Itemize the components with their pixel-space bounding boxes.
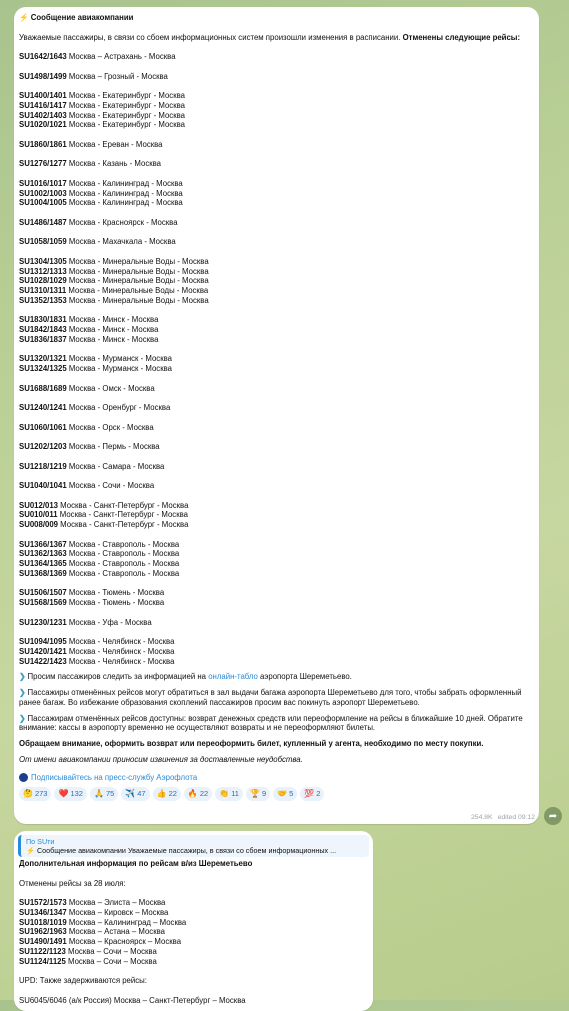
flight-route: Москва - Тюмень - Москва [66, 598, 165, 607]
flight-route: Москва – Калининград – Москва [66, 917, 187, 927]
flight-number: SU1498/1499 [19, 71, 67, 81]
flight-row [19, 559, 534, 569]
para2-text: Пассажиры отменённых рейсов могут обратиться в зал выдачи багажа аэропорта Шереметьево для того, чтобы забрать оформленный ранее багаж. Во избежание образования скоплений пассажиров просим вас покинуть аэропорт Шереметьево. [19, 688, 522, 707]
flight-number: SU1218/1219 [19, 461, 67, 471]
flight-route: Москва – Красноярск – Москва [66, 937, 182, 946]
flight-route: Москва - Ереван - Москва [66, 139, 163, 149]
upd-text: UPD: Также задерживаются рейсы: [19, 976, 147, 985]
flight-row [19, 257, 534, 267]
reaction-count: 11 [231, 789, 239, 798]
flight-route: Москва - Санкт-Петербург - Москва [58, 500, 189, 510]
flight-route: Москва - Екатеринбург - Москва [66, 91, 185, 100]
reaction-chip[interactable] [54, 787, 86, 801]
flight-row [19, 335, 534, 345]
flight-route: Москва – Сочи – Москва [65, 946, 157, 956]
flight-row [19, 364, 534, 374]
flight-route: Москва - Челябинск - Москва [66, 637, 175, 646]
cancelled-flights-list [19, 42, 534, 666]
flight-route: Москва – Грозный - Москва [66, 71, 168, 81]
flight-route: Москва - Калининград - Москва [66, 178, 183, 188]
flight-row [19, 569, 534, 579]
flight-row [19, 462, 534, 472]
flight-route: Москва - Челябинск - Москва [66, 646, 175, 656]
flight-route: Москва - Оренбург - Москва [66, 403, 171, 412]
flight-number: SU1310/1311 [19, 286, 67, 295]
reaction-emoji-icon: 💯 [304, 789, 315, 798]
reactions-bar [19, 787, 534, 801]
flight-number: SU1202/1203 [19, 442, 67, 451]
message-title [19, 13, 534, 23]
flight-number: SU1572/1573 [19, 898, 67, 907]
reaction-emoji-icon: 👍 [156, 789, 167, 798]
flight-row [19, 510, 534, 520]
reaction-chip[interactable] [19, 787, 51, 801]
flight-number: SU1320/1321 [19, 354, 67, 364]
flight-route: Москва – Кировск – Москва [66, 907, 169, 917]
flight-number: SU1028/1029 [19, 276, 67, 286]
reaction-chip[interactable] [215, 787, 243, 801]
flight-route: Москва - Ставрополь - Москва [66, 549, 180, 559]
flight-row [19, 189, 534, 199]
flight-row [19, 598, 534, 608]
flight-row [19, 957, 368, 967]
flight-route: Москва - Казань - Москва [66, 159, 162, 169]
flight-number: SU010/011 [19, 510, 58, 520]
flight-row [19, 637, 534, 647]
flight-route: Москва - Екатеринбург - Москва [66, 100, 185, 110]
flight-number: SU1304/1305 [19, 256, 67, 266]
flight-number: SU1018/1019 [19, 917, 67, 927]
flight-row [19, 947, 368, 957]
flight-route: Москва - Пермь - Москва [66, 442, 160, 451]
flight-row [19, 198, 534, 208]
flight-row [19, 481, 534, 491]
flight-number: SU1842/1843 [19, 325, 67, 334]
flight-route: Москва - Минеральные Воды - Москва [66, 276, 209, 286]
flight-number: SU008/009 [19, 520, 59, 529]
flight-route: Москва - Ставрополь - Москва [66, 559, 180, 568]
flight-route: Москва - Ставрополь - Москва [66, 539, 180, 549]
flight-route: Москва - Омск - Москва [66, 383, 155, 393]
message-meta [471, 814, 535, 821]
flight-route: Москва - Челябинск - Москва [66, 656, 175, 666]
para1-text-a: Просим пассажиров следить за информацией на [27, 672, 209, 682]
reaction-count: 132 [70, 789, 83, 798]
flight-route: Москва - Минеральные Воды - Москва [66, 286, 209, 295]
flight-route: Москва – Астрахань - Москва [66, 52, 176, 61]
flight-route: Москва - Сочи - Москва [66, 481, 155, 490]
aeroflot-logo-icon [19, 773, 28, 782]
reaction-chip[interactable] [121, 787, 149, 801]
paragraph-refunds [19, 714, 534, 734]
flight-row [19, 354, 534, 364]
flight-number: SU1060/1061 [19, 422, 67, 432]
flight-number: SU1422/1423 [19, 656, 67, 666]
flight-row [19, 179, 534, 189]
flight-route: Москва - Ставрополь - Москва [66, 568, 180, 578]
reaction-chip[interactable] [90, 787, 118, 801]
flight-row [19, 91, 534, 101]
reaction-chip[interactable] [246, 787, 270, 801]
flight-row [19, 501, 534, 511]
flight-row [19, 423, 534, 433]
message-title-text: Сообщение авиакомпании [30, 13, 134, 22]
flight-route: Москва – Элиста – Москва [66, 898, 166, 907]
flight-row [19, 384, 534, 394]
flight-row [19, 588, 534, 598]
reaction-count: 22 [168, 789, 177, 798]
message-body [14, 7, 539, 801]
flight-row [19, 403, 534, 413]
reaction-emoji-icon: ✈️ [125, 789, 136, 798]
flight-route: Москва - Красноярск - Москва [66, 217, 178, 227]
flight-row [19, 159, 534, 169]
intro-text: Уважаемые пассажиры, в связи со сбоем информационных систем произошли изменения в расписании. [19, 32, 401, 42]
flight-number: SU1058/1059 [19, 237, 67, 247]
flight-number: SU1230/1231 [19, 617, 67, 627]
flight-row [19, 140, 534, 150]
flight-number: SU012/013 [19, 500, 59, 510]
flight-number: SU1040/1041 [19, 481, 67, 490]
flight-route: Москва - Санкт-Петербург - Москва [57, 510, 189, 520]
arrow-icon: ❯ [19, 713, 26, 723]
flight-number: SU1366/1367 [19, 539, 67, 549]
flight-route: Москва - Мурманск - Москва [66, 354, 172, 364]
paragraph-agent: Обращаем внимание, оформить возврат или переоформить билет, купленный у агента, необходимо по месту покупки. [19, 739, 484, 748]
reaction-emoji-icon: 🏆 [249, 789, 260, 798]
message-bubble-additional [14, 831, 373, 1011]
flight-number: SU1836/1837 [19, 334, 67, 344]
flight-number: SU1420/1421 [19, 646, 67, 656]
flight-number: SU1362/1363 [19, 549, 67, 559]
para3-text: Пассажирам отменённых рейсов доступны: возврат денежных средств или переоформление на рейсы в ближайшие 10 дней. Обратите внимание: кассы в аэропорту временно не осуществляют возвраты и не переоформляют билеты. [19, 713, 523, 733]
flight-number: SU1642/1643 [19, 52, 67, 61]
flight-route: Москва - Орск - Москва [66, 422, 154, 432]
flight-row [19, 111, 534, 121]
flight-number: SU1002/1003 [19, 188, 67, 198]
flight-row [19, 540, 534, 550]
flight-number: SU1688/1689 [19, 383, 67, 393]
flight-number: SU1124/1125 [19, 956, 66, 966]
flight-route: Москва - Махачкала - Москва [66, 237, 176, 247]
flight-number: SU1486/1487 [19, 217, 67, 227]
share-icon[interactable]: ➦ [544, 807, 562, 825]
reaction-chip[interactable] [273, 787, 297, 801]
flight-row [19, 549, 534, 559]
lightning-icon: ⚡ [19, 13, 29, 22]
reply-snippet [26, 846, 364, 855]
flight-row [19, 325, 534, 335]
flight-row [19, 927, 368, 937]
flight-route: Москва - Самара - Москва [66, 461, 165, 471]
flight-number: SU1020/1021 [19, 120, 67, 130]
flight-row [19, 937, 368, 947]
flight-row [19, 101, 534, 111]
cancelled-flights-list-2 [19, 898, 368, 966]
flight-route: Москва – Сочи – Москва [65, 956, 157, 966]
reaction-emoji-icon: 👏 [219, 789, 230, 798]
flight-route: Москва - Калининград - Москва [66, 188, 183, 198]
reply-snippet-text: Сообщение авиакомпании Уважаемые пассажиры, в связи со сбоем информационных ... [36, 846, 337, 855]
flight-number: SU1016/1017 [19, 178, 67, 188]
flight-route: Москва – Астана – Москва [66, 927, 165, 937]
flight-number: SU1324/1325 [19, 364, 67, 373]
reaction-count: 273 [34, 789, 48, 798]
flight-route: Москва - Минск - Москва [66, 315, 159, 325]
flight-number: SU1400/1401 [19, 91, 67, 100]
flight-number: SU1276/1277 [19, 159, 67, 169]
flight-number: SU1122/1123 [19, 946, 66, 956]
online-board-link[interactable]: онлайн-табло [208, 672, 258, 682]
flight-row [19, 72, 534, 82]
views-count: 254.8K [471, 814, 493, 821]
flight-number: SU1312/1313 [19, 266, 67, 276]
subscribe-link[interactable] [19, 773, 534, 782]
paragraph-apology: От имени авиакомпании приносим извинения за доставленные неудобства. [19, 754, 303, 764]
flight-row [19, 218, 534, 228]
message2-title: Дополнительная информация по рейсам в/из Шереметьево [19, 859, 253, 868]
flight-row [19, 918, 368, 928]
reply-quote[interactable] [18, 835, 369, 857]
reaction-emoji-icon: 🙏 [93, 789, 104, 798]
intro-line [19, 33, 534, 43]
reaction-count: 47 [137, 789, 146, 798]
paragraph-follow-info [19, 672, 534, 682]
intro-bold-text: Отменены следующие рейсы: [400, 32, 521, 42]
reaction-count: 9 [261, 789, 267, 798]
flight-route: Москва - Санкт-Петербург - Москва [58, 520, 189, 529]
flight-row [19, 237, 534, 247]
flight-row [19, 520, 534, 530]
flight-row [19, 286, 534, 296]
flight-number: SU1352/1353 [19, 295, 67, 305]
reaction-emoji-icon: 🤔 [23, 789, 33, 798]
message2-subtitle: Отменены рейсы за 28 июля: [19, 878, 126, 888]
flight-route: Москва - Минеральные Воды - Москва [66, 266, 209, 276]
flight-route: Москва - Мурманск - Москва [66, 364, 172, 373]
flight-number: SU1490/1491 [19, 937, 67, 946]
flight-row [19, 120, 534, 130]
flight-route: Москва - Екатеринбург - Москва [66, 120, 185, 130]
flight-route: Москва - Уфа - Москва [66, 617, 152, 627]
flight-number: SU1364/1365 [19, 559, 67, 568]
arrow-icon: ❯ [19, 672, 26, 682]
message-body [14, 857, 373, 1005]
flight-number: SU1830/1831 [19, 315, 67, 325]
flight-route: Москва - Минеральные Воды - Москва [66, 295, 209, 305]
reply-author: По SUти [26, 837, 55, 846]
flight-number: SU1368/1369 [19, 568, 67, 578]
flight-route: Москва - Калининград - Москва [66, 198, 183, 208]
flight-route: Москва - Тюмень - Москва [66, 588, 165, 598]
flight-row [19, 898, 368, 908]
flight-row [19, 657, 534, 667]
flight-row [19, 52, 534, 62]
flight-row [19, 315, 534, 325]
flight-row [19, 908, 368, 918]
reaction-count: 22 [199, 789, 209, 798]
para1-text-b: аэропорта Шереметьево. [257, 672, 352, 682]
flight-row [19, 276, 534, 286]
flight-row [19, 267, 534, 277]
message-bubble-airline [14, 7, 539, 824]
flight-row [19, 618, 534, 628]
flight-number: SU1506/1507 [19, 588, 67, 598]
reaction-emoji-icon: ❤️ [58, 789, 69, 798]
flight-row [19, 296, 534, 306]
flight-number: SU1094/1095 [19, 637, 67, 646]
lightning-icon: ⚡ [26, 846, 35, 855]
flight-row [19, 442, 534, 452]
flight-number: SU1860/1861 [19, 139, 67, 149]
flight-number: SU1240/1241 [19, 403, 67, 412]
reaction-chip[interactable] [300, 787, 324, 801]
paragraph-baggage [19, 688, 534, 708]
reaction-count: 5 [289, 789, 294, 798]
flight-route: Москва - Екатеринбург - Москва [66, 110, 185, 120]
flight-number: SU1402/1403 [19, 110, 67, 120]
reaction-emoji-icon: 🤝 [277, 789, 288, 798]
reaction-chip[interactable] [184, 787, 212, 801]
flight-route: Москва - Минск - Москва [66, 325, 159, 334]
delayed-flight-line: SU6045/6046 (а/к Россия) Москва – Санкт-Петербург – Москва [19, 995, 246, 1005]
flight-number: SU1568/1569 [19, 598, 67, 607]
reaction-emoji-icon: 🔥 [187, 789, 198, 798]
subscribe-text: Подписывайтесь на пресс-службу Аэрофлота [31, 772, 198, 782]
message-time: edited 09:12 [497, 814, 535, 821]
flight-route: Москва - Минск - Москва [66, 334, 159, 344]
flight-number: SU1962/1963 [19, 927, 67, 937]
flight-route: Москва - Минеральные Воды - Москва [66, 256, 209, 266]
reaction-count: 2 [316, 789, 321, 798]
flight-row [19, 647, 534, 657]
flight-number: SU1416/1417 [19, 100, 67, 110]
flight-number: SU1004/1005 [19, 198, 67, 208]
reaction-chip[interactable] [153, 787, 181, 801]
arrow-icon: ❯ [19, 688, 26, 697]
flight-number: SU1346/1347 [19, 907, 67, 917]
reaction-count: 75 [105, 789, 115, 798]
